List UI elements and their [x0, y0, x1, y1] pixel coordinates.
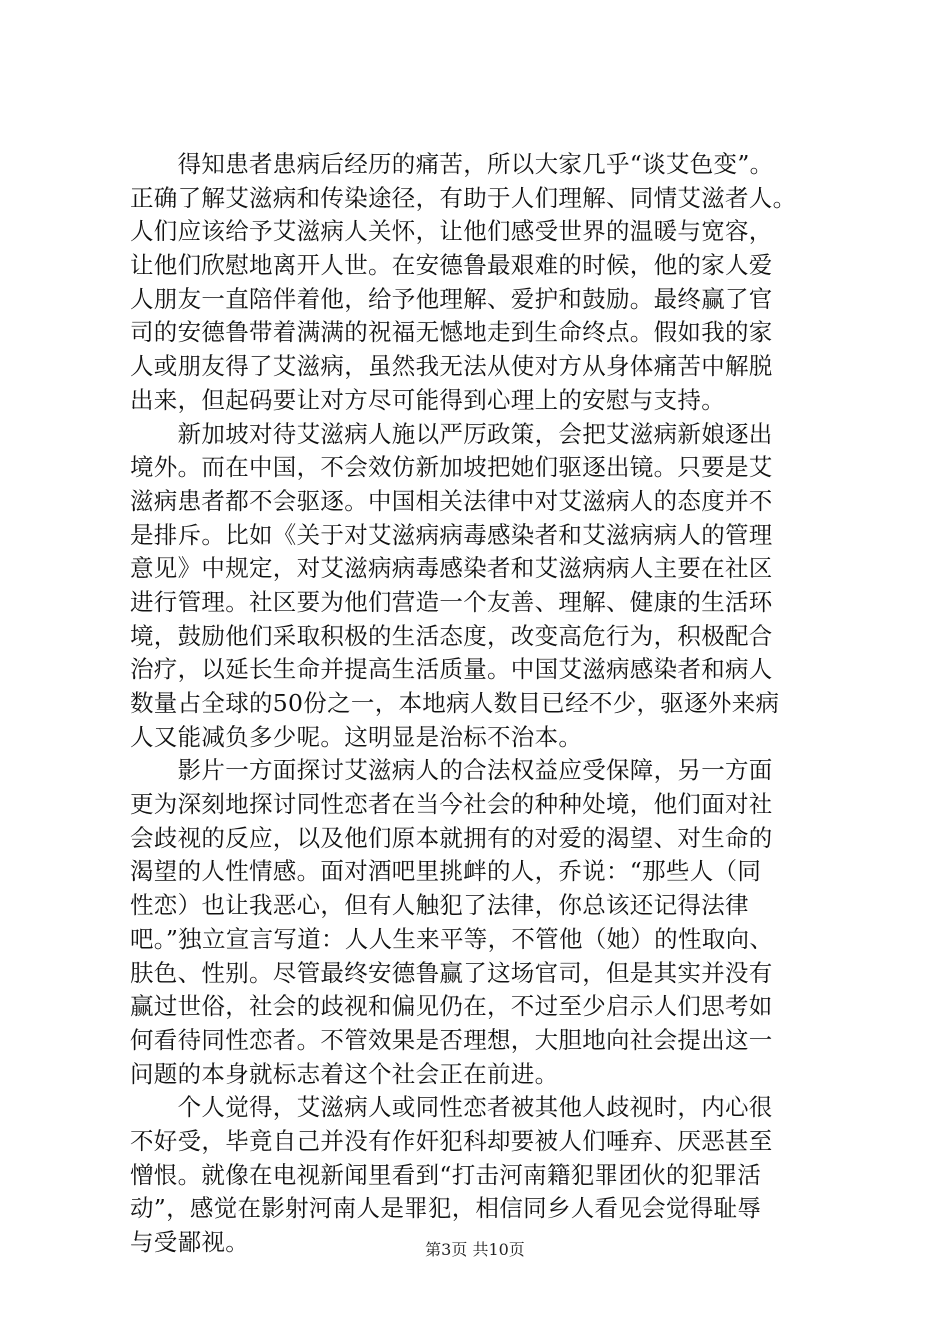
- text-line: 进行管理。社区要为他们营造一个友善、理解、健康的生活环: [130, 587, 773, 616]
- text-line: 境外。而在中国，不会效仿新加坡把她们驱逐出镜。只要是艾: [130, 453, 773, 482]
- text-line: 是排斥。比如《关于对艾滋病病毒感染者和艾滋病病人的管理: [130, 520, 773, 549]
- text-line: 人又能减负多少呢。这明显是治标不治本。: [130, 722, 583, 751]
- text-line: 更为深刻地探讨同性恋者在当今社会的种种处境，他们面对社: [130, 790, 773, 819]
- text-line: 憎恨。就像在电视新闻里看到“打击河南籍犯罪团伙的犯罪活: [130, 1160, 762, 1189]
- text-line: 影片一方面探讨艾滋病人的合法权益应受保障，另一方面: [130, 756, 773, 785]
- text-line: 司的安德鲁带着满满的祝福无憾地走到生命终点。假如我的家: [130, 318, 773, 347]
- text-line: 会歧视的反应，以及他们原本就拥有的对爱的渴望、对生命的: [130, 823, 773, 852]
- text-line: 新加坡对待艾滋病人施以严厉政策，会把艾滋病新娘逐出: [130, 419, 773, 448]
- text-line: 滋病患者都不会驱逐。中国相关法律中对艾滋病人的态度并不: [130, 486, 773, 515]
- text-line: 让他们欣慰地离开人世。在安德鲁最艰难的时候，他的家人爱: [130, 251, 773, 280]
- text-line: 何看待同性恋者。不管效果是否理想，大胆地向社会提出这一: [130, 1025, 773, 1054]
- text-line: 动”，感觉在影射河南人是罪犯，相信同乡人看见会觉得耻辱: [130, 1194, 762, 1223]
- text-line: 性恋）也让我恶心，但有人触犯了法律，你总该还记得法律: [130, 891, 749, 920]
- text-line: 人或朋友得了艾滋病，虽然我无法从使对方从身体痛苦中解脱: [130, 352, 773, 381]
- text-line: 得知患者患病后经历的痛苦，所以大家几乎“谈艾色变”。: [130, 150, 774, 178]
- text-line: 人们应该给予艾滋病人关怀，让他们感受世界的温暖与宽容，: [130, 217, 773, 246]
- text-line: 不好受，毕竟自己并没有作奸犯科却要被人们唾弃、厌恶甚至: [130, 1126, 773, 1155]
- text-line: 问题的本身就标志着这个社会正在前进。: [130, 1059, 559, 1088]
- text-line: 与受鄙视。: [130, 1228, 249, 1256]
- text-line: 个人觉得，艾滋病人或同性恋者被其他人歧视时，内心很: [130, 1093, 773, 1122]
- text-line: 意见》中规定，对艾滋病病毒感染者和艾滋病病人主要在社区: [130, 554, 773, 583]
- text-line: 吧。”独立宣言写道：人人生来平等，不管他（她）的性取向、: [130, 924, 774, 953]
- document-body: [130, 148, 830, 1260]
- text-line: 出来，但起码要让对方尽可能得到心理上的安慰与支持。: [130, 385, 725, 414]
- text-line: 肤色、性别。尽管最终安德鲁赢了这场官司，但是其实并没有: [130, 958, 773, 987]
- page-number-footer: 第3页 共10页: [425, 1240, 525, 1259]
- text-line: 人朋友一直陪伴着他，给予他理解、爱护和鼓励。最终赢了官: [130, 284, 773, 313]
- text-line: 数量占全球的50份之一，本地病人数目已经不少，驱逐外来病: [130, 689, 780, 717]
- text-line: 正确了解艾滋病和传染途径，有助于人们理解、同情艾滋者人。: [130, 183, 797, 212]
- text-line: 境，鼓励他们采取积极的生活态度，改变高危行为，积极配合: [130, 621, 773, 650]
- text-line: 渴望的人性情感。面对酒吧里挑衅的人，乔说：“那些人（同: [130, 857, 762, 886]
- text-line: 赢过世俗，社会的歧视和偏见仍在，不过至少启示人们思考如: [130, 992, 773, 1021]
- text-line: 治疗，以延长生命并提高生活质量。中国艾滋病感染者和病人: [130, 655, 773, 684]
